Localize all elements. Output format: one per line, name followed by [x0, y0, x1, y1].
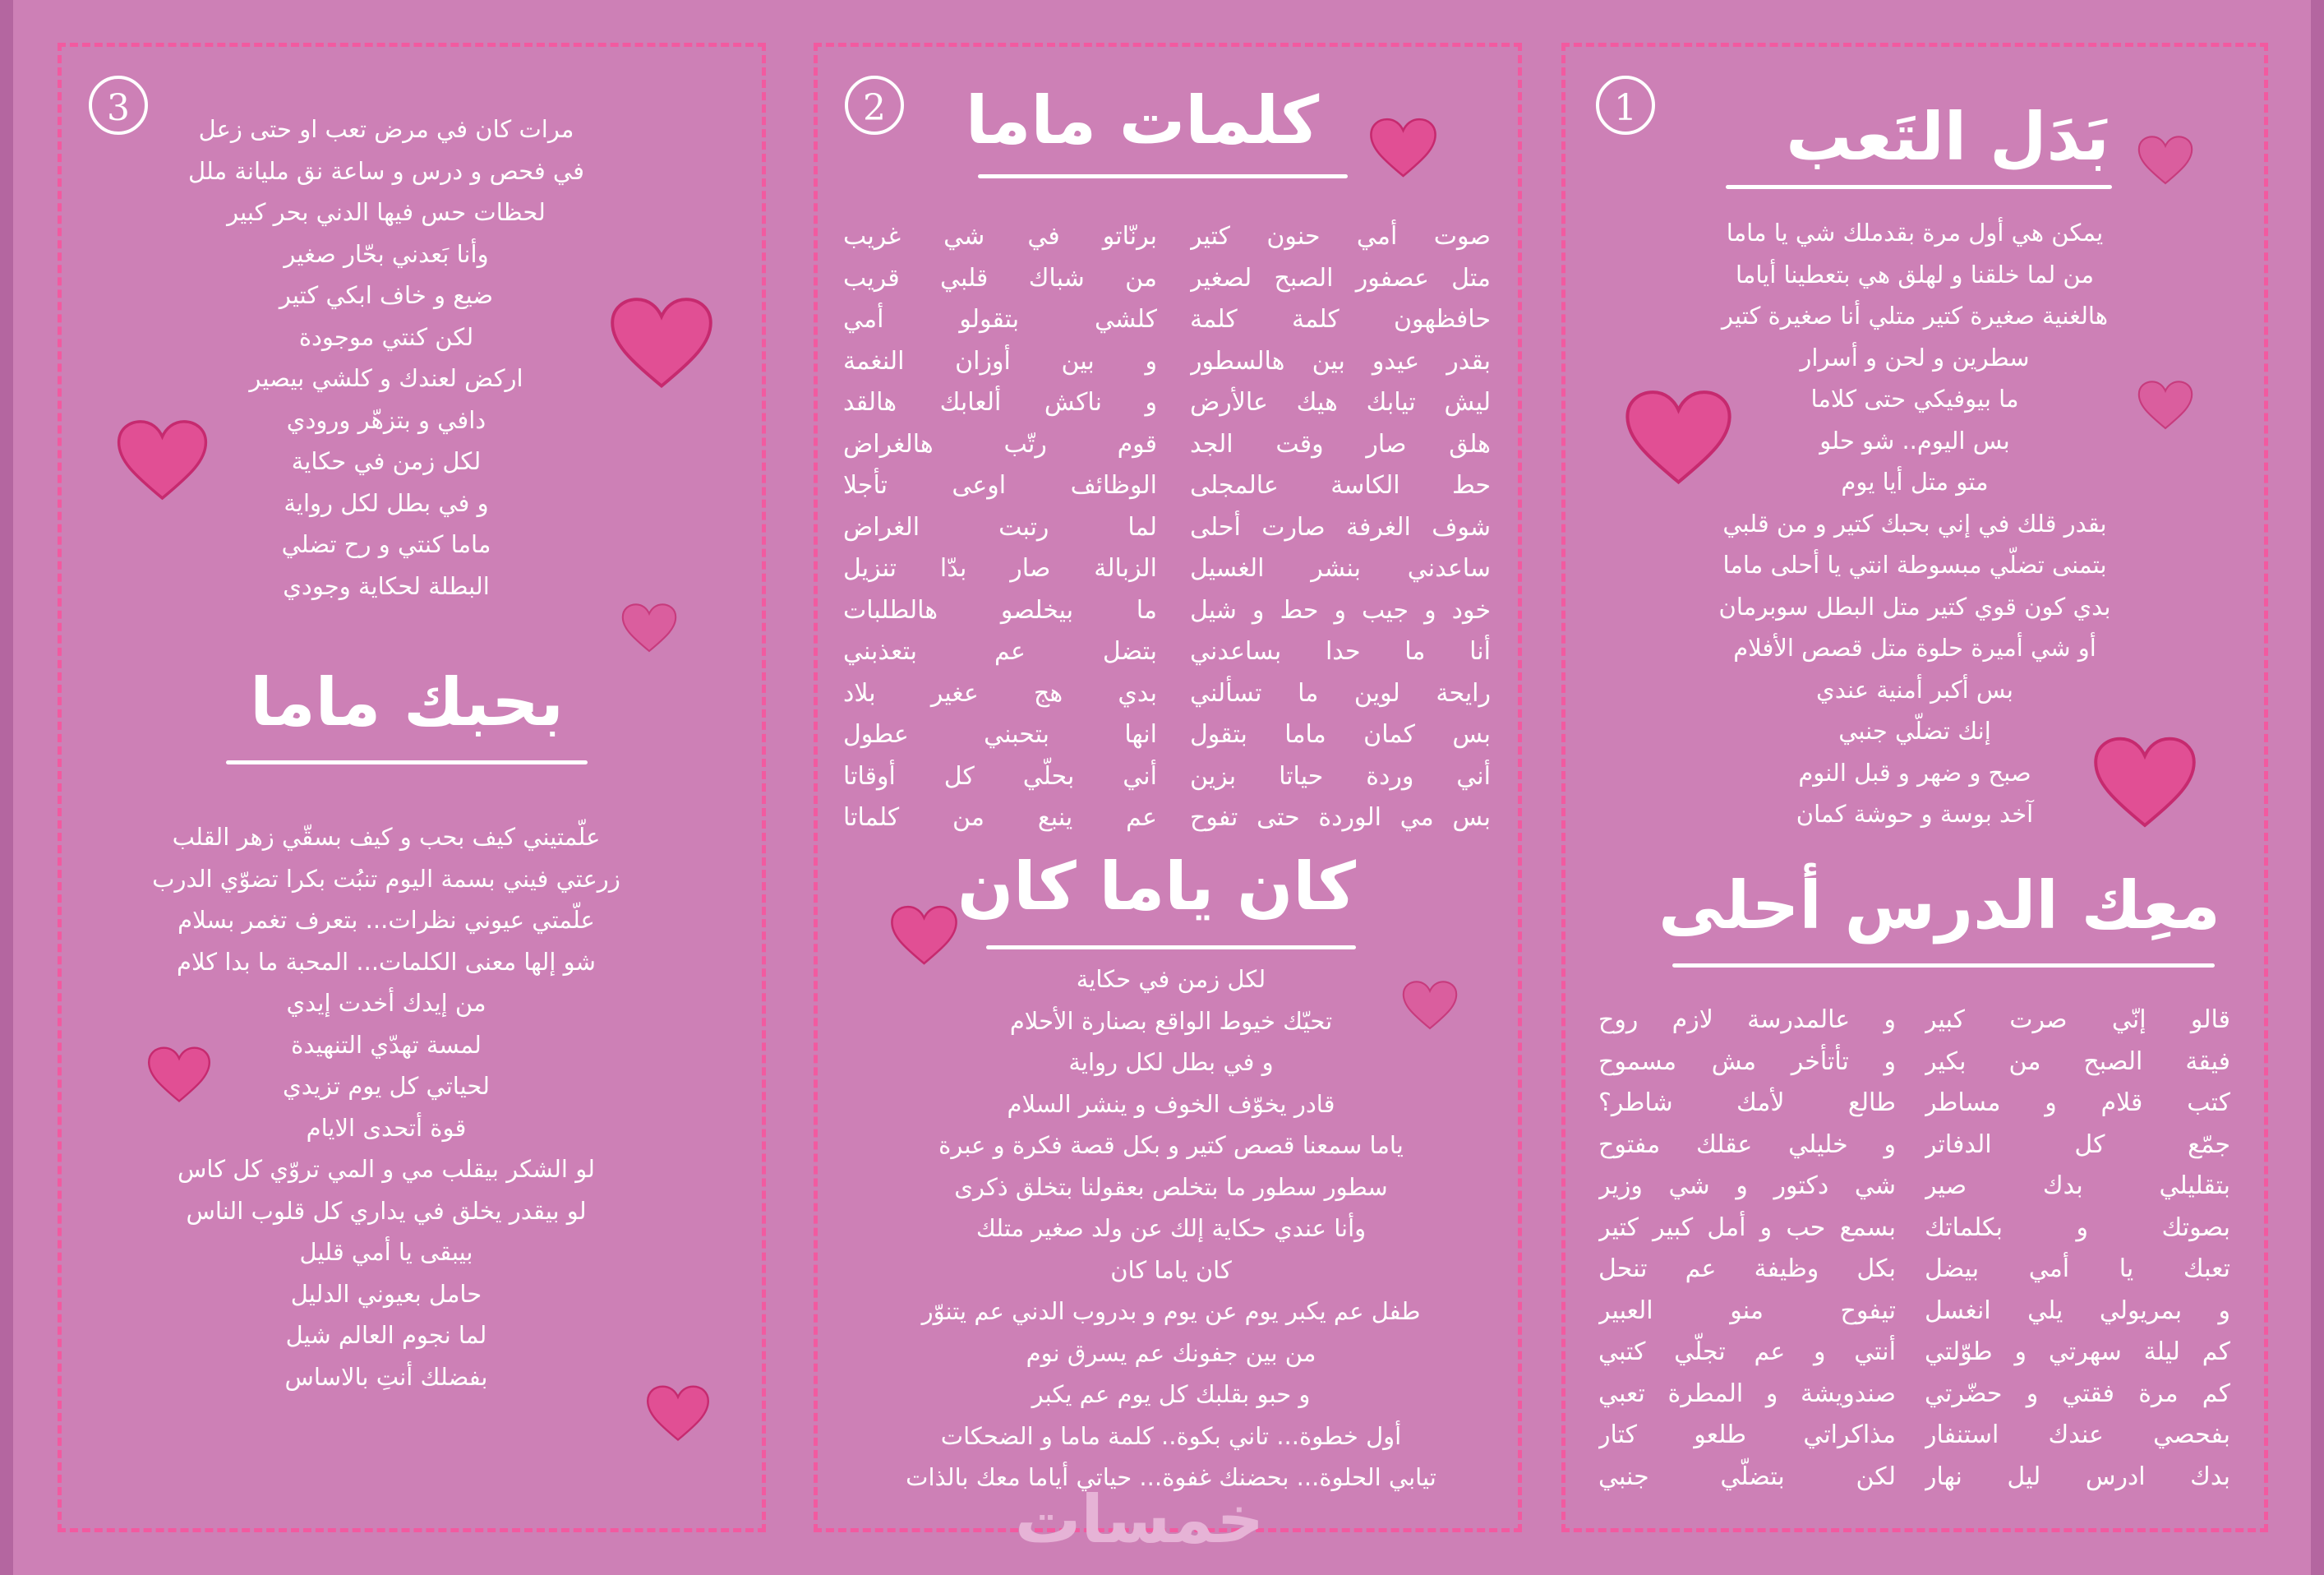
poem-line: لحياتي كل يوم تزيدي	[283, 1072, 490, 1100]
poem-line: في فحص و درس و ساعة نق مليانة ملل	[188, 156, 584, 185]
poem-line: لما نجوم العالم شيل	[285, 1321, 487, 1349]
poem-line: ضيع و خاف ابكي كتير	[279, 281, 494, 309]
poem-line: هلق صار وقت الجد	[1190, 429, 1491, 459]
poem-line: تيفوح منو العبير	[1598, 1296, 1896, 1325]
heart-icon	[889, 903, 959, 968]
panel-1-col-right	[1925, 1000, 2230, 1498]
poem-line: دافي و بتزهّر ورودي	[286, 405, 486, 434]
poem-line: علّمتي عيوني نظرات... بتعرف تغمر بسلام	[178, 906, 595, 934]
poem-line: بدي كون قوي كتير متل البطل سوبرمان	[1718, 592, 2111, 621]
poem-line: وأنا عندي حكاية إلك عن ولد صغير متلك	[975, 1214, 1367, 1242]
heart-icon	[2137, 132, 2194, 189]
panel-3-title-2: بحبك ماما	[250, 664, 564, 741]
heart-icon	[620, 600, 678, 656]
poem-line: قادر يخوّف الخوف و ينشر السلام	[1007, 1089, 1335, 1118]
poem-line: كتب قلام و مساطر	[1925, 1088, 2230, 1117]
poem-line: وأنا بَعدني بحّار صغير	[284, 239, 489, 268]
poem-line: زرعتي فيني بسمة اليوم تنبُت بكرا تضوّي الدرب	[152, 864, 620, 893]
poem-line: تعبك يا أمي بيضل	[1925, 1254, 2230, 1283]
poem-line: لو بيقدر يخلق في يداري كل قلوب الناس	[186, 1196, 587, 1225]
poem-line: بفضلك أنتِ بالاساس	[284, 1362, 488, 1391]
title-underline	[1726, 185, 2112, 189]
panel-2-number: 2	[845, 76, 904, 135]
poem-line: ما بيخلصو هالطلبات	[843, 595, 1157, 625]
panel-2-col-right	[1190, 216, 1491, 839]
poem-line: لو الشكر بيقلب مي و المي تروّي كل كاس	[177, 1155, 596, 1183]
poem-line: بيبقى يا أمي قليل	[299, 1238, 473, 1266]
poem-line: اركض لعندك و كلشي بيصير	[249, 364, 523, 392]
poem-line: شو إلها معنى الكلمات... المحبة ما بدا كلام	[177, 947, 596, 976]
heart-icon	[146, 1044, 212, 1106]
poem-line: من لما خلقنا و لهلق هي بتعطينا أياما	[1735, 260, 2095, 289]
poem-line: بدي هج عغير بلاد	[843, 678, 1157, 708]
panel-2-col-left	[843, 216, 1157, 839]
poem-line: بس مي الوردة حتى تفوح	[1190, 803, 1491, 832]
poem-line: ماما كنتي و رح تضلي	[281, 530, 491, 558]
poem-line: بتضل عم بتعذبني	[843, 637, 1157, 666]
poem-line: صبح و ضهر و قبل النوم	[1798, 758, 2031, 787]
poem-line: صندويشة و المطرة تعبي	[1598, 1379, 1896, 1408]
heart-icon	[1623, 386, 1734, 489]
poem-line: و بمريولي يلي انغسل	[1925, 1296, 2230, 1325]
poem-line: لكن كنتي موجودة	[298, 322, 474, 351]
poem-line: بقدر قلك في إني بحبك كتير و من قلبي	[1722, 509, 2107, 538]
poem-line: أول خطوة... تاني بكوة.. كلمة ماما و الضحكات	[940, 1421, 1402, 1450]
title-underline	[226, 760, 588, 764]
poem-line: علّمتيني كيف بحب و كيف بسقّي زهر القلب	[172, 823, 601, 851]
poem-line: حامل بعيوني الدليل	[290, 1279, 482, 1308]
heart-icon	[2091, 733, 2198, 832]
heart-icon	[608, 292, 715, 395]
title-underline	[1672, 963, 2215, 968]
poem-line: من بين جفونك عم يسرق نوم	[1026, 1338, 1316, 1367]
poem-line: بصوتك و بكلماتك	[1925, 1212, 2230, 1242]
panel-3-number: 3	[89, 76, 148, 135]
poem-line: و في بطل لكل رواية	[284, 488, 489, 517]
poem-line: بس أكبر أمنية عندي	[1816, 675, 2013, 704]
poem-line: الوظائف اوعى تأجلا	[843, 471, 1157, 500]
left-edge	[0, 0, 13, 1575]
heart-icon	[1401, 977, 1459, 1034]
panel-2-poem	[846, 958, 1496, 1499]
poem-line: ساعدني بنشر الغسيل	[1190, 554, 1491, 583]
right-edge	[2311, 0, 2324, 1575]
poem-line: تحيّك خيوط الواقع بصنارة الأحلام	[1009, 1006, 1333, 1035]
poem-line: كم ليلة سهرتي و طوّلتي	[1925, 1337, 2230, 1366]
poem-line: ما بيوفيكي حتى كلاما	[1810, 385, 2019, 413]
poem-line: ليش تيابك هيك عالأرض	[1190, 388, 1491, 417]
poem-line: آخد بوسة و حوشة كمان	[1796, 800, 2034, 828]
poem-line: سطرين و لحن و أسرار	[1800, 343, 2030, 372]
heart-icon	[115, 415, 210, 506]
panel-1-number: 1	[1596, 76, 1655, 135]
heart-icon	[1368, 115, 1438, 181]
poem-line: أنا ما حدا بساعدني	[1190, 637, 1491, 666]
poem-line: مرات كان في مرض تعب او حتى زعل	[198, 115, 574, 143]
poem-line: من إيدك أخدت إيدي	[286, 989, 486, 1017]
panel-1-title-2: معِك الدرس أحلى	[1658, 867, 2220, 944]
poem-line: جمّع كل الدفاتر	[1925, 1129, 2230, 1159]
poem-line: قوم رتّب هالغراض	[843, 429, 1157, 459]
poem-line: لكل زمن في حكاية	[1076, 965, 1266, 993]
poem-line: بسمع حب و أمل كبير كتير	[1598, 1212, 1896, 1242]
heart-icon	[645, 1383, 711, 1444]
poem-line: متو متل أيا يوم	[1841, 468, 1989, 496]
poem-line: الزبالة صار بدّا تنزيل	[843, 554, 1157, 583]
poem-line: بفحصي عندك استنفار	[1925, 1420, 2230, 1449]
poem-line: هالغنية صغيرة كتير متلي أنا صغيرة كتير	[1721, 302, 2109, 330]
poem-line: لكن بتضلّي جنبي	[1598, 1462, 1896, 1491]
poem-line: و خليلي عقلك مفتوح	[1598, 1129, 1896, 1159]
title-underline	[986, 945, 1356, 949]
poem-line: بدك ادرس ليل نهار	[1925, 1462, 2230, 1491]
poem-line: بتقليلي بدك صير	[1925, 1171, 2230, 1200]
poem-line: بس كمان ماما بتقول	[1190, 720, 1491, 749]
heart-icon	[2137, 376, 2194, 434]
poem-line: سطور سطور ما بتخلص بعقولنا بتخلق ذكرى	[954, 1172, 1388, 1201]
poem-line: كان ياما كان	[1110, 1255, 1232, 1284]
poem-line: و تأتأخر مش مسموح	[1598, 1046, 1896, 1076]
poem-line: بتمنى تضلّي مبسوطة انتي يا أحلى ماما	[1722, 551, 2107, 579]
poem-line: متل عصفور الصبح لصغير	[1190, 263, 1491, 293]
poem-line: شي دكتور و شي وزير	[1598, 1171, 1896, 1200]
poem-line: و حبو بقلبك كل يوم عم يكبر	[1031, 1380, 1311, 1408]
poem-line: البطلة لحكاية وجودي	[283, 571, 490, 600]
panel-3-poem-2	[99, 816, 674, 1397]
poem-line: و في بطل لكل رواية	[1068, 1048, 1274, 1076]
poem-line: مذاكراتي طلعو كتار	[1598, 1420, 1896, 1449]
poem-line: شوف الغرفة صارت أحلى	[1190, 512, 1491, 542]
poem-line: أو شي أميرة حلوة متل قصص الأفلام	[1733, 634, 2096, 662]
poem-line: أنتي و عم تجلّي كتبي	[1598, 1337, 1896, 1366]
title-underline	[978, 174, 1348, 178]
poem-line: بقدر عيدو بين هالسطور	[1190, 346, 1491, 376]
poem-line: ياما سمعنا قصص كتير و بكل قصة فكرة و عبرة	[938, 1131, 1404, 1159]
poem-line: لحظات حس فيها الدني بحر كبير	[227, 198, 546, 226]
poem-line: حافظهون كلمة كلمة	[1190, 305, 1491, 334]
poem-line: خود و جيب و حط و شيل	[1190, 595, 1491, 625]
poem-line: لما رتبت الغراض	[843, 512, 1157, 542]
poem-line: و ناكش ألعابك هالقد	[843, 388, 1157, 417]
panel-2-title-2: كان ياما كان	[957, 848, 1356, 925]
poem-line: صوت أمي حنون كتير	[1190, 222, 1491, 251]
poem-line: أني بحلّي كل أوقاتا	[843, 761, 1157, 791]
poem-line: يمكن هي أول مرة بقدملك شي يا ماما	[1726, 219, 2104, 247]
poem-line: قوة أتحدى الايام	[306, 1113, 467, 1142]
poem-line: إنك تضلّي جنبي	[1838, 717, 1991, 745]
poem-line: من شباك قلبي قريب	[843, 263, 1157, 293]
poem-line: طفل عم يكبر يوم عن يوم و بدروب الدني عم يتنوّر	[921, 1297, 1421, 1325]
poem-line: برنّاتو في شي غريب	[843, 222, 1157, 251]
poem-line: أني وردة حياتا بزين	[1190, 761, 1491, 791]
watermark: خمسات	[1015, 1481, 1265, 1558]
panel-1-title: بَدَل التَعب	[1786, 99, 2110, 175]
poem-line: بس اليوم.. شو حلو	[1819, 426, 2010, 455]
poem-line: تيابي الحلوة... بحضنك غفوة... حياتي أياما معك بالذات	[906, 1463, 1436, 1491]
poem-line: انها بتحبني عطول	[843, 720, 1157, 749]
poem-line: قالو إنّي صرت كبير	[1925, 1005, 2230, 1034]
poem-line: و بين أوزان النغمة	[843, 346, 1157, 376]
panel-3-poem	[123, 109, 649, 607]
panel-2-title: كلمات ماما	[965, 82, 1320, 159]
poem-line: رايحة لوين ما تسألني	[1190, 678, 1491, 708]
poem-line: كلشي بتقولو أمي	[843, 305, 1157, 334]
poem-line: عم ينبع من كلماتا	[843, 803, 1157, 832]
poem-line: بكل وظيفة عم تنحل	[1598, 1254, 1896, 1283]
poem-line: فيقة الصبح من بكير	[1925, 1046, 2230, 1076]
poem-line: لمسة تهدّي التنهيدة	[291, 1030, 482, 1059]
poem-line: و عالمدرسة لازم روح	[1598, 1005, 1896, 1034]
panel-1-col-left	[1598, 1000, 1896, 1498]
poem-line: حط الكاسة عالمجلى	[1190, 471, 1491, 500]
poem-line: طالع لأمك شاطر؟	[1598, 1088, 1896, 1117]
poem-line: كم مرة فقتي و حضّرتي	[1925, 1379, 2230, 1408]
poem-line: لكل زمن في حكاية	[291, 447, 482, 475]
